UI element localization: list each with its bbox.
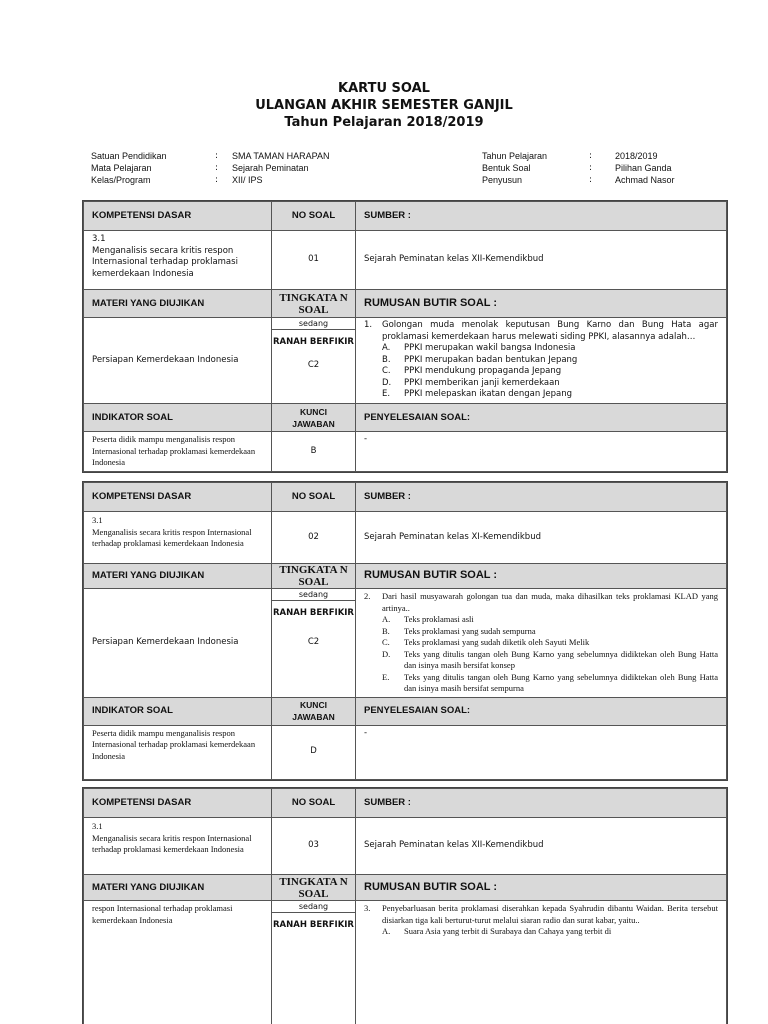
title-line-2: ULANGAN AKHIR SEMESTER GANJIL <box>255 98 513 113</box>
indikator-header: INDIKATOR SOAL <box>84 697 272 725</box>
ranah-label: RANAH BERFIKIR <box>273 608 354 618</box>
rumusan-header: RUMUSAN BUTIR SOAL : <box>356 290 727 318</box>
title-line-3: Tahun Pelajaran 2018/2019 <box>284 115 484 130</box>
question-body: 1. Golongan muda menolak keputusan Bung Karno dan Bung Hata agar proklamasi kemerdekaan harus melewati siding PPKI, alasannya adalah… A. PPKI merupakan wakil bangsa Indonesia B. PPKI merupakan badan bentukan Jepang C. PPKI mendukung propaganda Jepang D. PPKI memberikan janji kemerdekaan E. PPKI melepaskan ikatan dengan Jepang <box>356 318 727 404</box>
option-d: D. PPKI memberikan janji kemerdekaan <box>382 377 560 388</box>
option-b: B. Teks proklamasi yang sudah sempurna <box>382 625 536 636</box>
level-cell <box>272 901 356 1024</box>
option-a: A. PPKI merupakan wakil bangsa Indonesia <box>382 343 576 353</box>
rumusan-header: RUMUSAN BUTIR SOAL : <box>356 564 727 589</box>
kunci-header: KUNCI JAWABAN <box>272 697 356 725</box>
kunci-value: D <box>272 725 356 779</box>
no-soal-value: 01 <box>272 231 356 290</box>
no-soal-value: 02 <box>272 512 356 564</box>
meta-label: Kelas/Program <box>91 175 151 185</box>
kd-header: KOMPETENSI DASAR <box>84 202 272 231</box>
meta-left: Satuan Pendidikan : SMA TAMAN HARAPAN Mata Pelajaran : Sejarah Peminatan Kelas/Program : XII/ IPS <box>91 151 330 185</box>
meta-value: XII/ IPS <box>232 175 263 185</box>
question-body: 3. Penyebarluasan berita proklamasi diserahkan kepada Syahrudin dibantu Waidan. Berita tersebut disiarkan tiga kali berturut-turut melalui siaran radio dan surat kabar, yaitu.. A. Suara Asia yang terbit di Surabaya dan Cahaya yang terbit di <box>356 901 727 1024</box>
option-e: E. PPKI melepaskan ikatan dengan Jepang <box>382 389 573 399</box>
sumber-value: Sejarah Peminatan kelas XII-Kemendikbud <box>356 818 727 875</box>
indikator-value: Peserta didik mampu menganalisis respon Internasional terhadap proklamasi kemerdekaan Indonesia <box>84 725 272 779</box>
sumber-header: SUMBER : <box>356 483 727 512</box>
ranah-label: RANAH BERFIKIR <box>273 337 354 347</box>
penyelesaian-value: - <box>356 432 727 472</box>
materi-header: MATERI YANG DIUJIKAN <box>84 564 272 589</box>
sumber-value: Sejarah Peminatan kelas XII-Kemendikbud <box>356 231 727 290</box>
question-stem: Golongan muda menolak keputusan Bung Karno dan Bung Hata agar proklamasi kemerdekaan harus melewati siding PPKI, alasannya adalah… <box>382 320 718 342</box>
level-cell <box>272 589 356 698</box>
question-card-2 <box>82 481 728 781</box>
meta-label: Tahun Pelajaran <box>482 151 548 161</box>
rumusan-header: RUMUSAN BUTIR SOAL : <box>356 875 727 901</box>
question-stem: Penyebarluasan berita proklamasi diserahkan kepada Syahrudin dibantu Waidan. Berita tersebut disiarkan tiga kali berturut-turut melalui siaran radio dan surat kabar, yaitu.. <box>382 903 718 925</box>
tingkatan-header: TINGKATA N SOAL <box>272 875 356 901</box>
meta-value: 2018/2019 <box>615 151 658 161</box>
meta-label: Penyusun <box>482 175 523 185</box>
meta-value: Sejarah Peminatan <box>232 163 309 173</box>
option-a: A. Teks proklamasi asli <box>382 614 474 624</box>
kd-cell: 3.1Menganalisis secara kritis respon Internasional terhadap proklamasi kemerdekaan Indonesia <box>84 818 272 875</box>
question-card-3 <box>82 787 728 1024</box>
meta-label: Mata Pelajaran <box>91 163 152 173</box>
indikator-value: Peserta didik mampu menganalisis respon Internasional terhadap proklamasi kemerdekaan Indonesia <box>84 432 272 472</box>
materi-value: Persiapan Kemerdekaan Indonesia <box>84 589 272 698</box>
cognitive-level: C2 <box>307 360 320 370</box>
title-line-1: KARTU SOAL <box>338 81 430 96</box>
indikator-header: INDIKATOR SOAL <box>84 404 272 432</box>
cognitive-level: C2 <box>307 637 320 647</box>
kunci-value: B <box>272 432 356 472</box>
meta-value: Achmad Nasor <box>615 175 675 185</box>
difficulty: sedang <box>272 589 355 601</box>
materi-header: MATERI YANG DIUJIKAN <box>84 290 272 318</box>
meta-label: Bentuk Soal <box>482 163 531 173</box>
document-title <box>0 80 768 131</box>
sumber-header: SUMBER : <box>356 202 727 231</box>
materi-header: MATERI YANG DIUJIKAN <box>84 875 272 901</box>
difficulty: sedang <box>272 901 355 913</box>
tingkatan-header: TINGKATA N SOAL <box>272 564 356 589</box>
question-card-1 <box>82 200 728 473</box>
option-b: B. PPKI merupakan badan bentukan Jepang <box>382 354 578 365</box>
meta-label: Satuan Pendidikan <box>91 151 167 161</box>
penyelesaian-header: PENYELESAIAN SOAL: <box>356 697 727 725</box>
question-stem: Dari hasil musyawarah golongan tua dan muda, maka dihasilkan teks proklamasi KLAD yang artinya.. <box>382 591 718 613</box>
question-body: 2. Dari hasil musyawarah golongan tua dan muda, maka dihasilkan teks proklamasi KLAD yang artinya.. A. Teks proklamasi asli B. Teks proklamasi yang sudah sempurna C. Teks proklamasi yang sudah diketik oleh Sayuti Melik D. Teks yang ditulis tangan oleh Bung Karno yang sebelumnya didiktekan oleh Bung Hatta dan isinya masih bersifat konsep E. Teks yang ditulis tangan oleh Bung Karno yang sebelumnya didiktekan oleh Bung Hatta dan isinya masih bersifat sempurna <box>356 589 727 698</box>
kd-cell: 3.1Menganalisis secara kritis respon Internasional terhadap proklamasi kemerdekaan Indonesia <box>84 231 272 290</box>
meta-value: Pilihan Ganda <box>615 163 672 173</box>
materi-value: respon Internasional terhadap proklamasi kemerdekaan Indonesia <box>84 901 272 1024</box>
sumber-header: SUMBER : <box>356 789 727 818</box>
no-soal-header: NO SOAL <box>272 202 356 231</box>
difficulty: sedang <box>272 318 355 330</box>
kunci-header: KUNCI JAWABAN <box>272 404 356 432</box>
meta-right: Tahun Pelajaran : 2018/2019 Bentuk Soal : Pilihan Ganda Penyusun : Achmad Nasor <box>482 151 675 185</box>
tingkatan-header: TINGKATA N SOAL <box>272 290 356 318</box>
option-c: C. PPKI mendukung propaganda Jepang <box>382 366 562 376</box>
kd-header: KOMPETENSI DASAR <box>84 483 272 512</box>
kd-header: KOMPETENSI DASAR <box>84 789 272 818</box>
option-a: A. Suara Asia yang terbit di Surabaya dan Cahaya yang terbit di <box>382 926 612 936</box>
kd-cell: 3.1Menganalisis secara kritis respon Internasional terhadap proklamasi kemerdekaan Indonesia <box>84 512 272 564</box>
no-soal-header: NO SOAL <box>272 789 356 818</box>
ranah-label: RANAH BERFIKIR <box>273 920 354 930</box>
option-d: D. Teks yang ditulis tangan oleh Bung Karno yang sebelumnya didiktekan oleh Bung Hatta dan isinya masih bersifat konsep <box>382 648 718 670</box>
materi-value: Persiapan Kemerdekaan Indonesia <box>84 318 272 404</box>
option-c: C. Teks proklamasi yang sudah diketik oleh Sayuti Melik <box>382 637 590 647</box>
level-cell <box>272 318 356 404</box>
penyelesaian-value: - <box>356 725 727 779</box>
option-e: E. Teks yang ditulis tangan oleh Bung Karno yang sebelumnya didiktekan oleh Bung Hatta dan isinya masih bersifat sempurna <box>382 671 718 693</box>
meta-value: SMA TAMAN HARAPAN <box>232 151 330 161</box>
sumber-value: Sejarah Peminatan kelas XI-Kemendikbud <box>356 512 727 564</box>
no-soal-value: 03 <box>272 818 356 875</box>
penyelesaian-header: PENYELESAIAN SOAL: <box>356 404 727 432</box>
no-soal-header: NO SOAL <box>272 483 356 512</box>
